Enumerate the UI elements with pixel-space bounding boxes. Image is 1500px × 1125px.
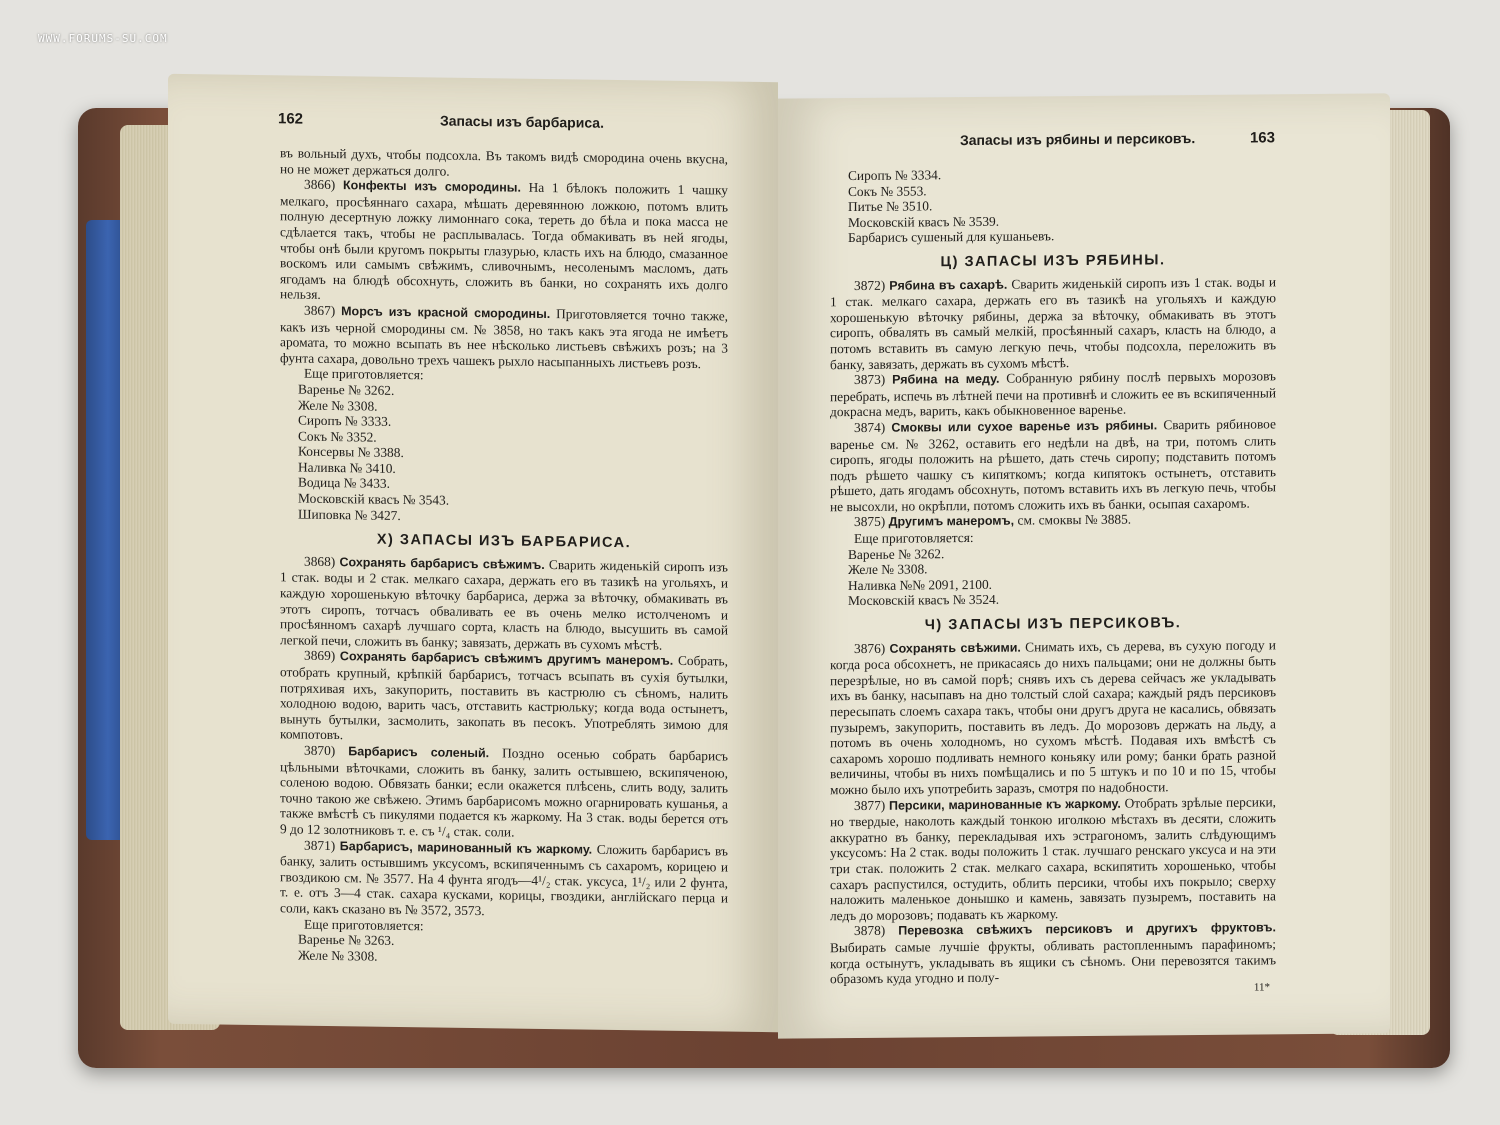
reference-item: Наливка № 3410. <box>298 459 396 476</box>
watermark-text: WWW.FORUMS-SU.COM <box>38 32 168 45</box>
recipe-number: 3867) <box>304 302 336 319</box>
left-page-text <box>280 145 732 969</box>
recipe-number: 3878) <box>854 923 886 939</box>
recipe-entry <box>280 553 732 654</box>
reference-list <box>848 164 1276 246</box>
recipe-number: 3866) <box>304 176 336 193</box>
recipe-number: 3871) <box>304 837 336 853</box>
recipe-title: Морсъ изъ красной смородины. <box>341 304 551 322</box>
recipe-entry <box>280 837 732 922</box>
reference-item: Водица № 3433. <box>298 475 390 492</box>
reference-list <box>298 932 728 969</box>
reference-item: Варенье № 3262. <box>298 381 395 398</box>
section-heading: Ц) ЗАПАСЫ ИЗЪ РЯБИНЫ. <box>940 252 1166 271</box>
recipe-entry <box>280 648 732 749</box>
reference-item: Московскій квасъ № 3543. <box>298 490 450 508</box>
reference-item: Сокъ № 3553. <box>848 182 927 199</box>
recipe-text: На 1 бѣлокъ положить 1 чашку мелкаго, просѣяннаго сахара, мѣшать деревянною ложкою, потомъ влить полную десертную ложку лимоннаго сока, тереть до бѣла и пока масса не сдѣлается такъ, чтобы не расплывалась. Тогда обмакивать въ ней ягоды, чтобы онѣ были кругомъ покрыты глазурью, класть ихъ на блюдо, смазанное воскомъ или самымъ свѣжимъ, сливочнымъ, несоленымъ масломъ, дать ягодамъ на блюдѣ обсохнуть, сложить въ банки, но сохранять ихъ долго нельзя. <box>280 179 732 303</box>
right-page-number: 163 <box>1249 129 1275 147</box>
section-heading: Ч) ЗАПАСЫ ИЗЪ ПЕРСИКОВЪ. <box>924 615 1182 634</box>
recipe-entry <box>830 368 1280 420</box>
reference-item: Консервы № 3388. <box>298 443 404 461</box>
reference-item: Барбарисъ сушеный для кушаньевъ. <box>848 228 1055 246</box>
reference-list <box>298 381 728 527</box>
recipe-number: 3868) <box>304 553 336 569</box>
recipe-title: Конфекты изъ смородины. <box>342 178 521 195</box>
reference-item: Варенье № 3263. <box>298 931 395 948</box>
recipe-text: Снимать ихъ, съ дерева, въ сухую погоду и когда роса обсохнетъ, не прикасаясь до нихъ пальцами; они не должны быть перезрѣлые, но въ самой порѣ; снявъ ихъ съ дерева сейчасъ же укладывать ихъ въ банку, насыпавъ на дно толстый слой сахара; каждый рядъ персиковъ пересыпать слоемъ сахара такъ, чтобы они другъ друга не касались, обвязать пузыремъ, закупорить, поставить въ ледъ. До морозовъ держать на льду, а потомъ въ очень холодномъ, но сухомъ мѣстѣ. Подавая ихъ вмѣстѣ съ сахаромъ хорошо подливать немного коньяку или рому; банки брать разной величины, чтобы въ нихъ помѣщались и по 5 штукъ и по 10 и по 15, чтобы можно было ихъ употребить заразъ, смотря по надобности. <box>830 636 1280 798</box>
recipe-number: 3874) <box>854 419 886 435</box>
recipe-entry <box>830 793 1280 924</box>
right-running-title: Запасы изъ рябины и персиковъ. <box>960 130 1196 149</box>
paragraph: въ вольный духъ, чтобы подсохла. Въ такомъ видѣ смородина очень вкусна, но не может держаться долго. <box>280 145 732 179</box>
recipe-number: 3872) <box>854 277 886 293</box>
left-running-title: Запасы изъ барбариса. <box>440 112 604 131</box>
signature-mark: 11* <box>1253 981 1270 994</box>
reference-item: Варенье № 3262. <box>848 545 945 562</box>
reference-item: Шиповка № 3427. <box>298 506 401 523</box>
recipe-number: 3869) <box>304 648 336 664</box>
paragraph: Еще приготовляется: <box>854 530 974 547</box>
recipe-text: Собрать, отобрать крупный, крѣпкій барбарисъ, тотчасъ всыпать въ сухія бутылки, потряхивая ихъ, закупорить, поставить въ кастрюлю съ сѣномъ, налить холодною водою, варить часъ, отставить кастрюльку; когда вода остынетъ, вынуть бутылки, засмолить, закопать въ песокъ. Употреблять зимою для компотовъ. <box>280 653 732 743</box>
reference-item: Желе № 3308. <box>298 397 378 414</box>
recipe-number: 3870) <box>304 742 336 759</box>
recipe-text: см. смоквы № 3885. <box>1017 512 1132 529</box>
right-page-text <box>830 164 1280 987</box>
recipe-title: Персики, маринованные къ жаркому. <box>888 796 1121 813</box>
right-page <box>778 93 1390 1038</box>
recipe-entry <box>830 920 1280 987</box>
reference-item: Сиропъ № 3333. <box>298 412 392 429</box>
recipe-entry <box>280 176 732 308</box>
recipe-title: Смоквы или сухое варенье изъ рябины. <box>891 418 1158 435</box>
recipe-entry <box>280 742 732 843</box>
left-running-header <box>168 110 778 141</box>
reference-item: Московскій квасъ № 3524. <box>848 592 1000 609</box>
left-page <box>168 74 778 1033</box>
reference-list <box>848 543 1276 609</box>
recipe-entry <box>830 636 1280 798</box>
recipe-text: Сварить рябиновое варенье см. № 3262, оставить его недѣли на двѣ, на три, потомъ слить сиропъ, ягоды положить на рѣшето, дать стечь сиропу; подставить потомъ подъ рѣшето чашку съ кипяткомъ; когда кипятокъ остынетъ, отставить рѣшето, дать ягодамъ обсохнуть, потомъ вставить ихъ въ легкую печь, чтобы не высохли, но окрѣпли, потомъ сложить ихъ въ банки, осыпая сахаромъ. <box>830 416 1280 515</box>
recipe-text: Сложить барбарисъ въ банку, залить остывшимъ уксусомъ, вскипяченнымъ съ сахаромъ, корицею и гвоздикою см. № 3577. На 4 фунта ягодъ—4¹/₂ стак. уксуса, 1¹/₂ или 2 фунта, т. е. отъ 3—4 стак. сахара кусками, корицы, гвоздики, англійскаго перца и соли, какъ сказано въ № 3572, 3573. <box>280 841 732 919</box>
recipe-text: Выбирать самые лучшіе фрукты, обливать растопленнымъ парафиномъ; когда остынутъ, укладывать въ ящики съ сѣномъ. Они перевозятся такимъ образомъ куда угодно и полу- <box>830 936 1280 987</box>
recipe-title: Рябина на меду. <box>892 371 1000 387</box>
recipe-text: Отобрать зрѣлые персики, но твердые, наколоть каждый тонкою иголкою мѣстахъ въ десяти, сложить аккуратно въ банку, перекладывая ихъ эстрагономъ, залить слѣдующимъ уксусомъ: На 2 стак. воды положить 1 стак. лучшаго ренскаго уксуса и на эти три стак. положить 2 стак. мелкаго сахара, вскипятить хорошенько, чтобы сахаръ распустился, остудить, облить персики, чтобы ихъ покрыло; сверху наложить маленькое донышко и камень, завязать пузыремъ, поставить на ледъ до морозовъ; подавать къ жаркому. <box>830 793 1280 923</box>
recipe-entry <box>830 273 1280 372</box>
reference-item: Московскій квасъ № 3539. <box>848 213 1000 230</box>
left-page-number: 162 <box>278 110 304 128</box>
recipe-title: Перевозка свѣжихъ персиковъ и другихъ фруктовъ. <box>898 920 1276 938</box>
recipe-title: Другимъ манеромъ, <box>888 514 1015 530</box>
recipe-text: Собранную рябину послѣ первыхъ морозовъ перебрать, испечь въ лѣтней печи на противнѣ и сложить ее въ вскипяченный докрасна медъ, варить, какъ обыкновенное варенье. <box>830 368 1280 420</box>
recipe-title: Рябина въ сахарѣ. <box>889 277 1008 293</box>
reference-item: Питье № 3510. <box>848 198 933 215</box>
reference-item: Желе № 3308. <box>848 561 928 578</box>
recipe-entry <box>280 302 732 372</box>
recipe-text: Сварить жиденькій сиропъ изъ 1 стак. воды и 2 стак. мелкаго сахара, держать его въ тазикѣ на угольяхъ, и каждую хорошенькую вѣточку барбариса, держа за вѣточку, обмакивать въ этотъ сиропъ, тотчасъ обваливать ее въ очень мелко истолченомъ и просѣянномъ сахарѣ лучшаго сорта, класть на блюдо, высушить въ самой легкой печи, сложить въ банку; завязать, держать въ сухомъ мѣстѣ. <box>280 556 732 653</box>
recipe-number: 3877) <box>854 797 886 813</box>
recipe-text: Приготовляется точно также, какъ изъ черной смородины см. № 3858, но такъ какъ эта ягода не имѣетъ аромата, то можно всыпать въ нее нѣсколько листьевъ свѣжихъ розъ; на 3 фунта сахара, довольно трехъ чашекъ рыхло насыпанныхъ листьевъ розъ. <box>280 306 732 371</box>
recipe-title: Сохранять барбарисъ свѣжимъ другимъ манеромъ. <box>339 649 674 669</box>
reference-item: Желе № 3308. <box>298 947 378 964</box>
recipe-number: 3876) <box>854 640 886 656</box>
section-heading: Х) ЗАПАСЫ ИЗЪ БАРБАРИСА. <box>376 531 632 552</box>
recipe-text: Сварить жиденькій сиропъ изъ 1 стак. воды и 1 стак. мелкаго сахара, держать его въ тазикѣ на угольяхъ и каждую хорошенькую вѣточку рябины, держа за вѣточку, обмакивать въ этотъ сиропъ, обвалять въ самый мелкій, просѣянный сахаръ, класть на блюдо, а потомъ вставить въ самую легкую печь, чтобы подсохла, переложить въ банку, завязать, держать въ сухомъ мѣстѣ. <box>830 273 1280 372</box>
paragraph: Еще приготовляется: <box>304 916 424 933</box>
recipe-number: 3875) <box>854 514 886 530</box>
recipe-entry <box>830 416 1280 515</box>
recipe-text: Поздно осенью собрать барбарисъ цѣльными вѣточками, сложить въ банку, залить остывшею, вскипяченою, соленою водою. Обвязать банки; если окажется плѣсень, слить воду, залить точно такою же свѣжею. Этимъ барбарисомъ можно огарнировать кушанья, а также вмѣстѣ съ пикулями подается къ жаркому. На 3 стак. воды берется отъ 9 до 12 золотниковъ т. е. съ ¹/₄ стак. соли. <box>280 745 732 840</box>
right-running-header <box>778 129 1390 156</box>
reference-item: Сиропъ № 3334. <box>848 167 942 184</box>
recipe-title: Барбарисъ соленый. <box>348 744 490 761</box>
paragraph: Еще приготовляется: <box>304 365 424 383</box>
recipe-title: Сохранять свѣжими. <box>889 640 1021 656</box>
recipe-title: Барбарисъ, маринованный къ жаркому. <box>339 838 593 857</box>
reference-item: Наливка №№ 2091, 2100. <box>848 576 993 593</box>
recipe-number: 3873) <box>854 371 886 388</box>
reference-item: Сокъ № 3352. <box>298 428 377 445</box>
recipe-title: Сохранять барбарисъ свѣжимъ. <box>339 554 545 572</box>
